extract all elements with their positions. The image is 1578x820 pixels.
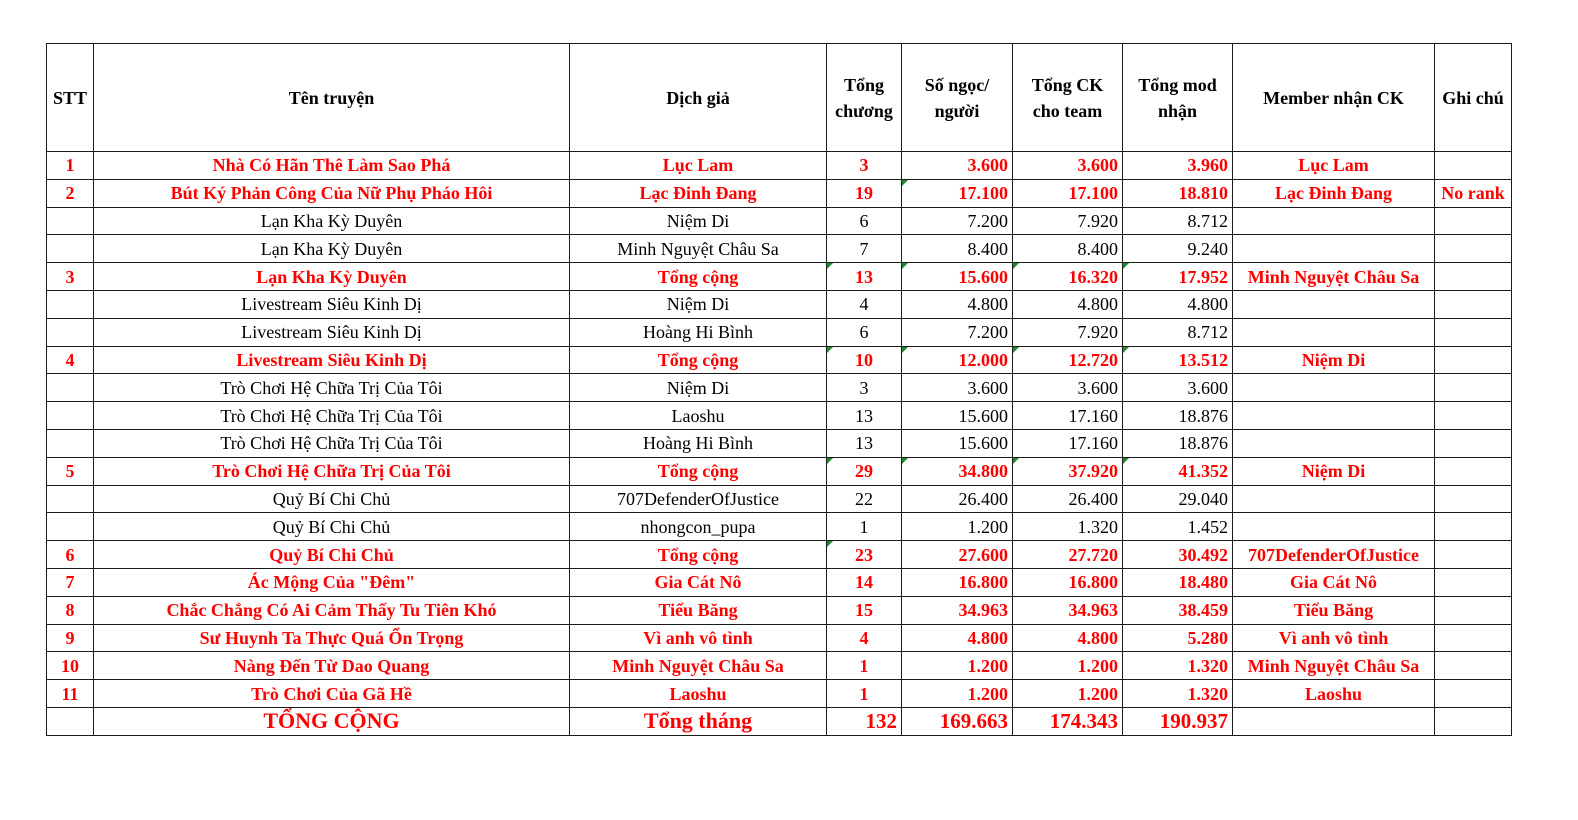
cell-member[interactable]: Lục Lam [1233,152,1435,180]
cell-team-ck[interactable]: 4.800 [1013,290,1123,318]
cell-chapters[interactable]: 13 [827,429,902,457]
cell-translator[interactable]: Gia Cát Nô [570,568,827,596]
total-mod-total[interactable]: 190.937 [1123,707,1233,735]
header-translator[interactable]: Dịch giả [570,44,827,152]
cell-team-ck[interactable]: 17.160 [1013,402,1123,430]
cell-note[interactable] [1435,596,1512,624]
cell-chapters[interactable]: 14 [827,568,902,596]
cell-note[interactable] [1435,652,1512,680]
table-row [47,346,1512,374]
cell-mod-total[interactable]: 4.800 [1123,290,1233,318]
cell-translator[interactable]: Laoshu [570,402,827,430]
cell-title[interactable]: Chắc Chẳng Có Ai Cảm Thấy Tu Tiên Khó [94,596,570,624]
cell-chapters[interactable]: 23 [827,541,902,569]
cell-mod-total[interactable]: 9.240 [1123,235,1233,263]
cell-member[interactable]: Minh Nguyệt Châu Sa [1233,652,1435,680]
cell-chapters[interactable]: 1 [827,652,902,680]
table-row [47,652,1512,680]
cell-stt[interactable]: 3 [47,263,94,291]
cell-team-ck[interactable]: 1.200 [1013,680,1123,708]
cell-per-person[interactable]: 12.000 [902,346,1013,374]
cell-per-person[interactable]: 27.600 [902,541,1013,569]
cell-translator[interactable]: Minh Nguyệt Châu Sa [570,652,827,680]
cell-note[interactable] [1435,346,1512,374]
cell-mod-total[interactable]: 29.040 [1123,485,1233,513]
cell-team-ck[interactable]: 4.800 [1013,624,1123,652]
cell-translator[interactable]: Niệm Di [570,374,827,402]
cell-team-ck[interactable]: 27.720 [1013,541,1123,569]
cell-mod-total[interactable]: 18.810 [1123,179,1233,207]
table-row [47,318,1512,346]
cell-note[interactable] [1435,680,1512,708]
cell-translator[interactable]: Tổng cộng [570,457,827,485]
table-row [47,568,1512,596]
cell-translator[interactable]: Vì anh vô tình [570,624,827,652]
cell-member[interactable] [1233,513,1435,541]
cell-stt[interactable] [47,374,94,402]
cell-member[interactable]: Gia Cát Nô [1233,568,1435,596]
cell-team-ck[interactable]: 26.400 [1013,485,1123,513]
cell-stt[interactable] [47,402,94,430]
cell-per-person[interactable]: 1.200 [902,513,1013,541]
cell-member[interactable] [1233,290,1435,318]
cell-per-person[interactable]: 1.200 [902,652,1013,680]
table-row [47,680,1512,708]
cell-translator[interactable]: Laoshu [570,680,827,708]
table-row [47,179,1512,207]
total-translator[interactable]: Tổng tháng [570,707,827,735]
cell-stt[interactable]: 10 [47,652,94,680]
cell-per-person[interactable]: 26.400 [902,485,1013,513]
cell-chapters[interactable]: 19 [827,179,902,207]
cell-translator[interactable]: Tổng cộng [570,263,827,291]
cell-note[interactable] [1435,290,1512,318]
cell-team-ck[interactable]: 7.920 [1013,207,1123,235]
cell-mod-total[interactable]: 18.876 [1123,402,1233,430]
cell-title[interactable]: Trò Chơi Hệ Chữa Trị Của Tôi [94,429,570,457]
cell-chapters[interactable]: 1 [827,680,902,708]
cell-per-person[interactable]: 8.400 [902,235,1013,263]
cell-stt[interactable]: 11 [47,680,94,708]
cell-stt[interactable]: 5 [47,457,94,485]
cell-title[interactable]: Trò Chơi Hệ Chữa Trị Của Tôi [94,374,570,402]
cell-translator[interactable]: Minh Nguyệt Châu Sa [570,235,827,263]
table-row [47,235,1512,263]
cell-stt[interactable] [47,290,94,318]
cell-stt[interactable]: 2 [47,179,94,207]
cell-mod-total[interactable]: 1.320 [1123,680,1233,708]
cell-note[interactable] [1435,152,1512,180]
cell-team-ck[interactable]: 34.963 [1013,596,1123,624]
table-row [47,152,1512,180]
cell-translator[interactable]: Tổng cộng [570,541,827,569]
cell-per-person[interactable]: 7.200 [902,318,1013,346]
cell-stt[interactable]: 8 [47,596,94,624]
cell-member[interactable] [1233,207,1435,235]
header-stt[interactable]: STT [47,44,94,152]
table-row [47,290,1512,318]
cell-stt[interactable]: 4 [47,346,94,374]
table-row [47,513,1512,541]
cell-member[interactable]: Minh Nguyệt Châu Sa [1233,263,1435,291]
header-team-ck[interactable]: Tổng CK cho team [1013,44,1123,152]
cell-team-ck[interactable]: 12.720 [1013,346,1123,374]
table-body [47,152,1512,708]
cell-per-person[interactable]: 34.800 [902,457,1013,485]
cell-member[interactable]: Lạc Đinh Đang [1233,179,1435,207]
cell-mod-total[interactable]: 5.280 [1123,624,1233,652]
cell-chapters[interactable]: 1 [827,513,902,541]
cell-per-person[interactable]: 15.600 [902,402,1013,430]
cell-title[interactable]: Quỷ Bí Chi Chủ [94,513,570,541]
cell-chapters[interactable]: 10 [827,346,902,374]
cell-per-person[interactable]: 16.800 [902,568,1013,596]
cell-mod-total[interactable]: 17.952 [1123,263,1233,291]
cell-translator[interactable]: Lục Lam [570,152,827,180]
cell-translator[interactable]: Tiểu Băng [570,596,827,624]
cell-translator[interactable]: Lạc Đinh Đang [570,179,827,207]
cell-note[interactable]: No rank [1435,179,1512,207]
cell-note[interactable] [1435,541,1512,569]
cell-mod-total[interactable]: 41.352 [1123,457,1233,485]
cell-chapters[interactable]: 6 [827,318,902,346]
cell-member[interactable] [1233,402,1435,430]
cell-note[interactable] [1435,263,1512,291]
cell-per-person[interactable]: 4.800 [902,290,1013,318]
header-member[interactable]: Member nhận CK [1233,44,1435,152]
cell-title[interactable]: Bút Ký Phản Công Của Nữ Phụ Pháo Hôi [94,179,570,207]
cell-team-ck[interactable]: 16.320 [1013,263,1123,291]
cell-team-ck[interactable]: 1.320 [1013,513,1123,541]
cell-stt[interactable]: 7 [47,568,94,596]
cell-per-person[interactable]: 17.100 [902,179,1013,207]
cell-per-person[interactable]: 1.200 [902,680,1013,708]
cell-chapters[interactable]: 6 [827,207,902,235]
cell-team-ck[interactable]: 17.160 [1013,429,1123,457]
total-stt-cell[interactable] [47,707,94,735]
cell-member[interactable] [1233,318,1435,346]
cell-note[interactable] [1435,235,1512,263]
cell-title[interactable]: Ác Mộng Của "Đêm" [94,568,570,596]
cell-mod-total[interactable]: 1.452 [1123,513,1233,541]
cell-title[interactable]: Trò Chơi Của Gã Hề [94,680,570,708]
cell-stt[interactable] [47,429,94,457]
cell-mod-total[interactable]: 30.492 [1123,541,1233,569]
table-row [47,541,1512,569]
cell-stt[interactable]: 9 [47,624,94,652]
cell-stt[interactable]: 6 [47,541,94,569]
cell-stt[interactable] [47,318,94,346]
cell-mod-total[interactable]: 18.480 [1123,568,1233,596]
total-label[interactable]: TỔNG CỘNG [94,707,570,735]
table-row [47,402,1512,430]
cell-chapters[interactable]: 4 [827,290,902,318]
cell-mod-total[interactable]: 13.512 [1123,346,1233,374]
cell-per-person[interactable]: 3.600 [902,152,1013,180]
table-row [47,457,1512,485]
cell-title[interactable]: Livestream Siêu Kinh Dị [94,318,570,346]
cell-title[interactable]: Quỷ Bí Chi Chủ [94,541,570,569]
cell-mod-total[interactable]: 1.320 [1123,652,1233,680]
total-row [47,707,1512,735]
header-row [47,44,1512,152]
cell-title[interactable]: Quỷ Bí Chi Chủ [94,485,570,513]
cell-note[interactable] [1435,402,1512,430]
cell-chapters[interactable]: 29 [827,457,902,485]
cell-per-person[interactable]: 15.600 [902,263,1013,291]
header-title[interactable]: Tên truyện [94,44,570,152]
cell-stt[interactable]: 1 [47,152,94,180]
cell-translator[interactable]: Niệm Di [570,290,827,318]
total-team-ck[interactable]: 174.343 [1013,707,1123,735]
cell-mod-total[interactable]: 3.960 [1123,152,1233,180]
cell-chapters[interactable]: 15 [827,596,902,624]
cell-note[interactable] [1435,485,1512,513]
cell-note[interactable] [1435,624,1512,652]
cell-team-ck[interactable]: 7.920 [1013,318,1123,346]
cell-team-ck[interactable]: 17.100 [1013,179,1123,207]
table-row [47,429,1512,457]
cell-stt[interactable] [47,207,94,235]
cell-member[interactable] [1233,429,1435,457]
table-row [47,207,1512,235]
cell-member[interactable] [1233,485,1435,513]
cell-member[interactable]: Tiểu Băng [1233,596,1435,624]
cell-team-ck[interactable]: 16.800 [1013,568,1123,596]
cell-member[interactable]: Niệm Di [1233,457,1435,485]
cell-translator[interactable]: Tổng cộng [570,346,827,374]
cell-chapters[interactable]: 13 [827,263,902,291]
total-note-cell[interactable] [1435,707,1512,735]
cell-member[interactable]: Laoshu [1233,680,1435,708]
header-mod-total[interactable]: Tổng mod nhận [1123,44,1233,152]
cell-per-person[interactable]: 34.963 [902,596,1013,624]
cell-member[interactable] [1233,235,1435,263]
header-note[interactable]: Ghi chú [1435,44,1512,152]
cell-mod-total[interactable]: 38.459 [1123,596,1233,624]
cell-note[interactable] [1435,513,1512,541]
cell-stt[interactable] [47,485,94,513]
cell-stt[interactable] [47,513,94,541]
total-member-cell[interactable] [1233,707,1435,735]
cell-title[interactable]: Nàng Đến Từ Dao Quang [94,652,570,680]
cell-team-ck[interactable]: 8.400 [1013,235,1123,263]
cell-note[interactable] [1435,207,1512,235]
cell-chapters[interactable]: 4 [827,624,902,652]
header-per-person[interactable]: Số ngọc/ người [902,44,1013,152]
cell-title[interactable]: Livestream Siêu Kinh Dị [94,346,570,374]
cell-stt[interactable] [47,235,94,263]
table-row [47,485,1512,513]
cell-team-ck[interactable]: 3.600 [1013,374,1123,402]
cell-title[interactable]: Lạn Kha Kỳ Duyên [94,235,570,263]
cell-translator[interactable]: Niệm Di [570,207,827,235]
cell-mod-total[interactable]: 8.712 [1123,318,1233,346]
table-row [47,596,1512,624]
cell-chapters[interactable]: 7 [827,235,902,263]
cell-team-ck[interactable]: 3.600 [1013,152,1123,180]
cell-member[interactable]: Vì anh vô tình [1233,624,1435,652]
cell-note[interactable] [1435,429,1512,457]
cell-per-person[interactable]: 4.800 [902,624,1013,652]
cell-title[interactable]: Livestream Siêu Kinh Dị [94,290,570,318]
cell-member[interactable]: 707DefenderOfJustice [1233,541,1435,569]
cell-translator[interactable]: 707DefenderOfJustice [570,485,827,513]
table-row [47,263,1512,291]
cell-team-ck[interactable]: 1.200 [1013,652,1123,680]
cell-translator[interactable]: nhongcon_pupa [570,513,827,541]
cell-member[interactable] [1233,374,1435,402]
cell-per-person[interactable]: 3.600 [902,374,1013,402]
total-chapters[interactable]: 132 [827,707,902,735]
header-chapters[interactable]: Tổng chương [827,44,902,152]
cell-member[interactable]: Niệm Di [1233,346,1435,374]
cell-mod-total[interactable]: 3.600 [1123,374,1233,402]
cell-chapters[interactable]: 3 [827,152,902,180]
cell-chapters[interactable]: 22 [827,485,902,513]
cell-per-person[interactable]: 7.200 [902,207,1013,235]
total-per-person[interactable]: 169.663 [902,707,1013,735]
cell-note[interactable] [1435,568,1512,596]
cell-mod-total[interactable]: 18.876 [1123,429,1233,457]
cell-chapters[interactable]: 13 [827,402,902,430]
cell-title[interactable]: Lạn Kha Kỳ Duyên [94,263,570,291]
table-row [47,374,1512,402]
cell-chapters[interactable]: 3 [827,374,902,402]
cell-title[interactable]: Lạn Kha Kỳ Duyên [94,207,570,235]
cell-mod-total[interactable]: 8.712 [1123,207,1233,235]
cell-team-ck[interactable]: 37.920 [1013,457,1123,485]
cell-title[interactable]: Trò Chơi Hệ Chữa Trị Của Tôi [94,402,570,430]
payout-table [46,43,1512,736]
cell-per-person[interactable]: 15.600 [902,429,1013,457]
cell-title[interactable]: Sư Huynh Ta Thực Quá Ổn Trọng [94,624,570,652]
cell-translator[interactable]: Hoàng Hi Bình [570,318,827,346]
cell-translator[interactable]: Hoàng Hi Bình [570,429,827,457]
cell-title[interactable]: Trò Chơi Hệ Chữa Trị Của Tôi [94,457,570,485]
cell-note[interactable] [1435,318,1512,346]
table-row [47,624,1512,652]
cell-note[interactable] [1435,374,1512,402]
cell-title[interactable]: Nhà Có Hãn Thê Làm Sao Phá [94,152,570,180]
cell-note[interactable] [1435,457,1512,485]
